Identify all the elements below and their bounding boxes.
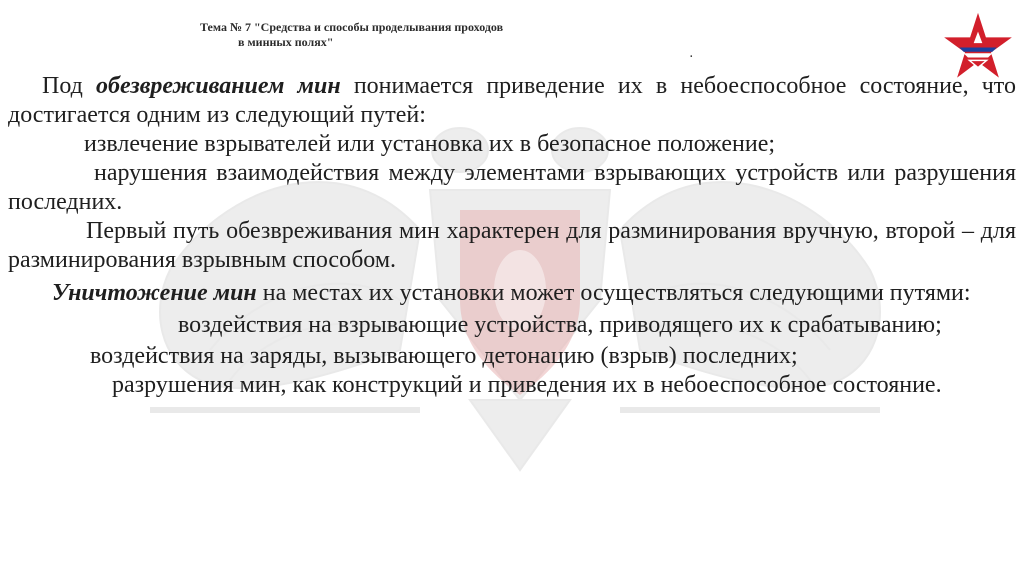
text-segment: Под <box>42 73 97 99</box>
paragraph-methods-usage: Первый путь обезвреживания мин характерен для разминирования вручную, второй – для разминирования взрывным способом. <box>8 218 1016 273</box>
slide-topic-header <box>200 20 800 60</box>
topic-line-2: в минных полях" <box>238 35 334 49</box>
topic-line-1: Тема № 7 "Средства и способы проделывания проходов <box>200 20 504 34</box>
paragraph-method-1: извлечение взрывателей или установка их в безопасное положение; <box>84 131 776 157</box>
header-dot: . <box>690 49 693 60</box>
paragraph-destruction <box>8 279 1016 308</box>
term-destruction: Уничтожение мин <box>52 280 257 306</box>
term-neutralization: обезвреживанием мин <box>96 73 341 99</box>
slide-body <box>8 72 1016 400</box>
paragraph-way-3: разрушения мин, как конструкций и приведения их в небоеспособное состояние. <box>112 372 942 398</box>
paragraph-definition <box>8 72 1016 130</box>
text-segment: понимается приведение их в небоеспособное состояние, что достигается одним из следующий путей: <box>8 73 1016 128</box>
paragraph-way-2: воздействия на заряды, вызывающего детонацию (взрыв) последних; <box>90 343 798 369</box>
text-segment: на местах их установки может осуществляться следующими путями: <box>256 280 971 306</box>
paragraph-method-2: нарушения взаимодействия между элементами взрывающих устройств или разрушения последних. <box>8 160 1016 215</box>
paragraph-way-1: воздействия на взрывающие устройства, приводящего их к срабатыванию; <box>178 312 942 338</box>
